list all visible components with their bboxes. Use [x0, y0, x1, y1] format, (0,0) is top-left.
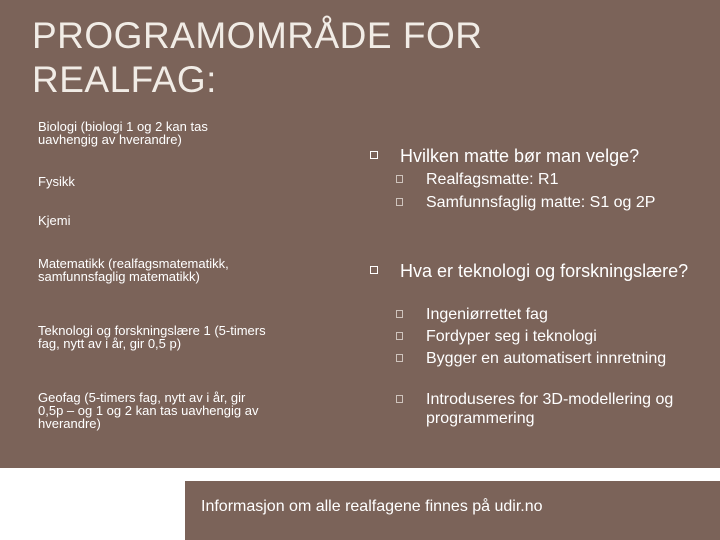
- answer-text: Bygger en automatisert innretning: [426, 350, 667, 367]
- footer-text: Informasjon om alle realfagene finnes på udir.no: [201, 498, 543, 515]
- square-bullet-icon: [396, 332, 403, 340]
- square-bullet-icon: [396, 198, 403, 206]
- square-bullet-icon: [396, 395, 403, 403]
- subject-biologi: Biologi (biologi 1 og 2 kan tas uavhengig av hverandre): [38, 119, 208, 147]
- square-bullet-icon: [370, 266, 378, 274]
- answer-text: Ingeniørrettet fag: [426, 306, 548, 323]
- answer-text: Introduseres for 3D-modellering og programmering: [426, 391, 674, 427]
- square-bullet-icon: [396, 175, 403, 183]
- slide-title: PROGRAMOMRÅDE FOR REALFAG:: [32, 15, 483, 100]
- answer-text: Realfagsmatte: R1: [426, 171, 559, 188]
- answer-text: Fordyper seg i teknologi: [426, 328, 597, 345]
- square-bullet-icon: [396, 354, 403, 362]
- footer-box: [185, 481, 720, 540]
- subject-teknologi: Teknologi og forskningslære 1 (5-timers fag, nytt av i år, gir 0,5 p): [38, 323, 266, 351]
- question-teknologi-text: Hva er teknologi og forskningslære?: [400, 261, 689, 281]
- subject-matematikk: Matematikk (realfagsmatematikk, samfunnsfaglig matematikk): [38, 256, 229, 284]
- subject-geofag: Geofag (5-timers fag, nytt av i år, gir 0,5p – og 1 og 2 kan tas uavhengig av hverandre): [38, 390, 259, 431]
- answer-text: Samfunnsfaglig matte: S1 og 2P: [426, 194, 656, 211]
- subject-fysikk: Fysikk: [38, 174, 75, 189]
- question-math-text: Hvilken matte bør man velge?: [400, 146, 640, 166]
- square-bullet-icon: [396, 310, 403, 318]
- subject-kjemi: Kjemi: [38, 213, 71, 228]
- square-bullet-icon: [370, 151, 378, 159]
